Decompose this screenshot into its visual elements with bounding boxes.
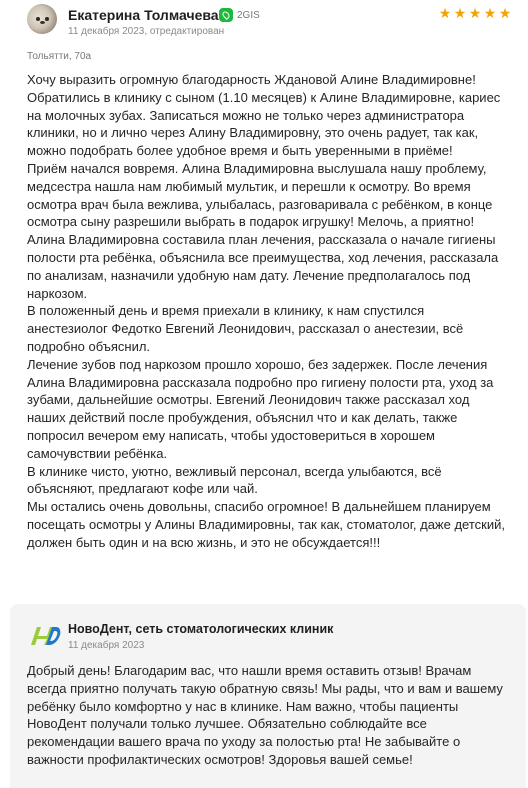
reply-text: Добрый день! Благодарим вас, что нашли время оставить отзыв! Врачам всегда приятно получать такую обратную связь! Мы рады, что и вам и вашему ребёнку было комфортно у нас в клинике. Нам важно, чтобы пациенты НовоДент получали только лучшее. Обязательно соблюдайте все рекомендации вашего врача по уходу за полостью рта! Не забывайте о важности профилактических осмотров! Здоровья вашей семье! [27,663,503,767]
source-badge-label: 2GIS [237,9,260,21]
source-badge [219,7,260,23]
star-icon: ★ [498,5,512,21]
star-icon: ★ [483,5,497,21]
avatar-eye-right [45,17,49,21]
review-text [27,71,507,552]
reply-date: 11 декабря 2023 [68,640,145,651]
review-paragraph: В положенный день и время приехали в клинику, к нам спустился анестезиолог Федотко Евгений Леонидович, рассказал о анестезии, всё подробно объяснил. [27,303,464,354]
star-icon: ★ [468,5,482,21]
novodent-logo-icon [27,623,61,649]
review-paragraph: Мы остались очень довольны, спасибо огромное! В дальнейшем планируем посещать осмотры у Алины Владимировны, так как, стоматолог, даже детский, должен быть один и на всю жизнь, и это не обсуждается!!! [27,499,505,550]
review-paragraph: Лечение зубов под наркозом прошло хорошо, без задержек. После лечения Алина Владимировна рассказала подробно про гигиену полости рта, уход за зубами, дальнейшие осмотры. Евгений Леонидович также рассказал ход наших действий после пробуждения, объяснил что и как делать, также попросил вечером ему написать, чтобы удостовериться в хорошем самочувствии ребёнка. [27,356,494,461]
review-paragraph: В клинике чисто, уютно, вежливый персонал, всегда улыбаются, всё объясняют, предлагают кофе или чай. [27,463,442,497]
review-paragraph: Хочу выразить огромную благодарность Ждановой Алине Владимировне! Обратились в клинику с сыном (1.10 месяцев) к Алине Владимировне, кариес на молочных зубах. Записаться можно не только через администратора клиники, но и лично через Алину Владимировну, это очень радует, так как, можно подобрать более удобное время и быть уверенными в приёме! [27,72,501,159]
review-paragraph: Алина Владимировна составила план лечения, рассказала о начале гигиены полости рта ребёнка, объяснила все преимущества, ход лечения, рассказала по анализам, назначили удобную нам дату. Лечение предполагалось под наркозом. [27,232,499,301]
rating-stars [438,6,512,20]
review-paragraph: Приём начался вовремя. Алина Владимировна выслушала нашу проблему, медсестра нашла нам любимый мультик, и перешли к осмотру. Во время осмотра врач была вежлива, улыбалась, разговаривала с ребёнком, в конце осмотра сыну разрешили выбрать в подарок игрушку! Мелочь, а приятно! [27,160,493,230]
star-icon: ★ [438,5,452,21]
avatar-nose [40,21,45,24]
review-date: 11 декабря 2023, отредактирован [68,26,225,37]
2gis-pin-icon [219,8,233,22]
reply-author-name[interactable]: НовоДент, сеть стоматологических клиник [68,622,334,636]
avatar[interactable] [27,4,57,34]
avatar-eye-left [36,17,40,21]
clinic-reply [10,604,526,788]
review-location[interactable]: Тольятти, 70а [27,51,92,62]
review-header [0,0,528,44]
review-author-name[interactable]: Екатерина Толмачева [68,7,219,23]
star-icon: ★ [453,5,467,21]
